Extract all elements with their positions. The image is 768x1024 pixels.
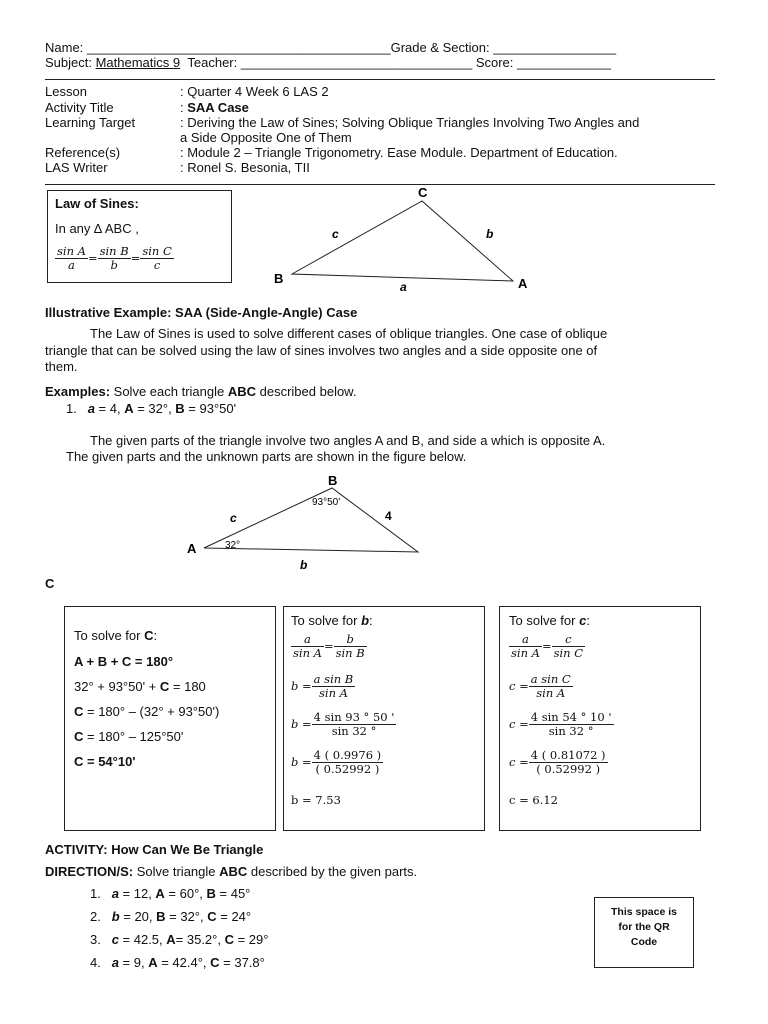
- activity-item-3: 3. c = 42.5, A= 35.2°, C = 29°: [90, 932, 269, 947]
- activity-item-2: 2. b = 20, B = 32°, C = 24°: [90, 909, 252, 924]
- qr-code-placeholder: [594, 897, 694, 968]
- solve-b-step-3: b = $\frac{4 \sin 93 ^\circ 50 '}{\sin 32 ^\circ}$: [291, 710, 395, 739]
- grade-blank[interactable]: _________________: [493, 40, 617, 55]
- solve-c-title: To solve for C:: [74, 628, 158, 643]
- qr-line-3: Code: [630, 936, 658, 948]
- target-value-1: : Deriving the Law of Sines; Solving Oblique Triangles Involving Two Angles and: [180, 115, 640, 130]
- side-c-label: c: [332, 227, 339, 241]
- name-label: Name:: [45, 40, 87, 55]
- teacher-blank[interactable]: ________________________________: [240, 55, 473, 70]
- qr-line-1: This space is: [611, 906, 677, 918]
- triangle-diagram-1: [260, 183, 550, 298]
- solve-c-line-3: C = 180° – (32° + 93°50'): [74, 704, 220, 719]
- vertex-b2-label: B: [328, 473, 338, 488]
- vertex-a2-label: A: [187, 541, 197, 556]
- ref-label: Reference(s): [45, 145, 121, 160]
- illustrative-para-3: them.: [45, 359, 78, 374]
- solve-c-box: [64, 606, 276, 831]
- solve-cside-title: To solve for c:: [509, 613, 590, 628]
- activity-title: ACTIVITY: How Can We Be Triangle: [45, 842, 264, 857]
- vertex-c-label: C: [418, 185, 428, 200]
- examples-line: Examples: Solve each triangle ABC described below.: [45, 384, 357, 399]
- solve-cside-step-3: c = $\frac{4 \sin 54 ^\circ 10 '}{\sin 32 ^\circ}$: [509, 710, 612, 739]
- solve-b-step-2: b = $\frac{\text{a sin B}}{\text{sin A}}$: [291, 672, 354, 701]
- solve-cside-box: [499, 606, 701, 831]
- vertex-b-label: B: [274, 271, 284, 286]
- side-4-label: 4: [385, 509, 392, 523]
- solve-b-step-4: b = $\frac{4 ( 0.9976 )}{( 0.52992 )}$: [291, 748, 382, 777]
- side-b2-label: b: [300, 558, 308, 572]
- given-para-1: The given parts of the triangle involve two angles A and B, and side a which is opposite A.: [90, 433, 606, 448]
- activity-value-line: : SAA Case: [180, 100, 249, 115]
- score-blank[interactable]: _____________: [517, 55, 612, 70]
- solve-b-box: [283, 606, 485, 831]
- activity-item-1: 1. a = 12, A = 60°, B = 45°: [90, 886, 251, 901]
- qr-line-2: for the QR: [618, 921, 670, 933]
- target-value-2: a Side Opposite One of Them: [180, 130, 352, 145]
- law-title: Law of Sines:: [55, 196, 139, 211]
- solve-cside-step-2: c = $\frac{\text{a sin C}}{\text{sin A}}$: [509, 672, 571, 701]
- solve-b-result: b = 7.53: [291, 793, 341, 807]
- solve-b-title: To solve for b:: [291, 613, 373, 628]
- writer-value: : Ronel S. Besonia, TII: [180, 160, 310, 175]
- solve-c-line-1: A + B + C = 180°: [74, 654, 174, 669]
- subject-value: Mathematics 9: [95, 55, 181, 70]
- law-formula: $\frac{\text{sin A}}{a}$ = $\frac{\text{sin B}}{b}$ = $\frac{\text{sin C}}{c}$: [57, 244, 172, 273]
- example-item-1: 1. a = 4, A = 32°, B = 93°50': [66, 401, 237, 416]
- law-of-sines-box: [47, 190, 232, 283]
- lesson-value: : Quarter 4 Week 6 LAS 2: [180, 84, 329, 99]
- triangle-diagram-2: [180, 470, 440, 575]
- solve-cside-step-1: $\frac{a}{\text{sin A}}$ = $\frac{c}{\text{sin C}}$: [511, 632, 584, 661]
- illustrative-para-1: The Law of Sines is used to solve different cases of oblique triangles. One case of oblique: [90, 326, 608, 341]
- lesson-label: Lesson: [45, 84, 87, 99]
- illustrative-para-2: triangle that can be solved using the law of sines involves two angles and a side opposite one of: [45, 343, 598, 358]
- subject-label: Subject:: [45, 55, 96, 70]
- solve-c-line-4: C = 180° – 125°50': [74, 729, 184, 744]
- solve-c-line-2: 32° + 93°50' + C = 180: [74, 679, 206, 694]
- side-a-label: a: [400, 280, 407, 294]
- solve-cside-step-4: c = $\frac{4 ( 0.81072 )}{( 0.52992 )}$: [509, 748, 606, 777]
- side-b-label: b: [486, 227, 494, 241]
- writer-label: LAS Writer: [45, 160, 108, 175]
- target-label: Learning Target: [45, 115, 136, 130]
- teacher-label: Teacher:: [187, 55, 241, 70]
- ref-value: : Module 2 – Triangle Trigonometry. Ease Module. Department of Education.: [180, 145, 618, 160]
- triangle-1-shape: [292, 201, 513, 281]
- law-intro: In any ∆ ABC ,: [55, 221, 139, 236]
- solve-b-step-1: $\frac{a}{\text{sin A}}$ = $\frac{b}{\text{sin B}}$: [293, 632, 365, 661]
- given-para-2: The given parts and the unknown parts are shown in the figure below.: [66, 449, 467, 464]
- solve-cside-result: c = 6.12: [509, 793, 558, 807]
- name-line: [45, 40, 616, 55]
- name-blank[interactable]: __________________________________________: [86, 40, 391, 55]
- vertex-a-label: A: [518, 276, 528, 291]
- angle-a-label: 32°: [225, 540, 241, 551]
- illustrative-title: Illustrative Example: SAA (Side-Angle-Angle) Case: [45, 305, 358, 320]
- grade-label: Grade & Section:: [390, 40, 494, 55]
- score-label: Score:: [472, 55, 518, 70]
- solve-c-result: C = 54°10': [74, 754, 136, 769]
- activity-value: SAA Case: [187, 100, 249, 115]
- stray-c-label: C: [45, 576, 55, 591]
- header-divider: [45, 79, 715, 80]
- activity-item-4: 4. a = 9, A = 42.4°, C = 37.8°: [90, 955, 265, 970]
- side-c2-label: c: [230, 511, 237, 525]
- angle-b-label: 93°50': [312, 497, 341, 508]
- direction-line: DIRECTION/S: Solve triangle ABC described by the given parts.: [45, 864, 418, 879]
- subject-line: [45, 55, 611, 70]
- activity-label: Activity Title: [45, 100, 114, 115]
